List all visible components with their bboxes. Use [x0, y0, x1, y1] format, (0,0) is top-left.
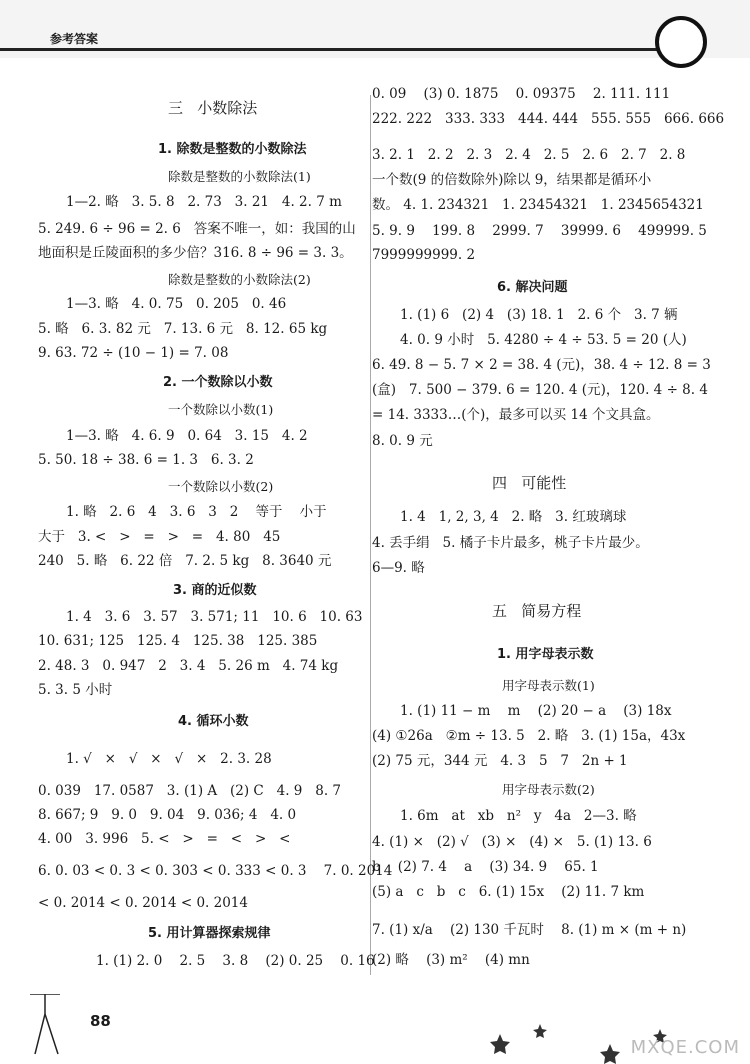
- section-heading: 四 可能性: [492, 474, 567, 492]
- answer-line: 数。 4. 1. 234321 1. 23454321 1. 2345654321: [372, 197, 704, 213]
- answer-line: 5. 50. 18 ÷ 38. 6 = 1. 3 6. 3. 2: [38, 452, 254, 468]
- answer-line: (4) ①26a ②m ÷ 13. 5 2. 略 3. (1) 15a，43x: [372, 728, 686, 744]
- answer-line: = 14. 3333…(个)，最多可以买 14 个文具盒。: [372, 407, 660, 423]
- answer-line: 0. 09 (3) 0. 1875 0. 09375 2. 111. 111: [372, 86, 671, 102]
- answer-line: 8. 0. 9 元: [372, 433, 433, 449]
- answer-line: 1. 4 1, 2, 3, 4 2. 略 3. 红玻璃球: [400, 509, 627, 525]
- answer-line: 4. 00 3. 996 5. < > = < > <: [38, 831, 291, 847]
- subsection-heading: 1. 用字母表示数: [497, 647, 594, 662]
- subsection-heading: 6. 解决问题: [497, 280, 568, 295]
- header-rule: [0, 48, 680, 51]
- answer-line: 大于 3. < > = > = 4. 80 45: [38, 529, 281, 545]
- answer-line: 1. 略 2. 6 4 3. 6 3 2 等于 小于: [66, 504, 327, 520]
- answer-line: 9. 63. 72 ÷ (10 − 1) = 7. 08: [38, 345, 229, 361]
- answer-line: 6—9. 略: [372, 560, 425, 576]
- answer-line: 7999999999. 2: [372, 247, 476, 263]
- section-heading: 五 简易方程: [492, 602, 582, 620]
- answer-line: (5) a c b c 6. (1) 15x (2) 11. 7 km: [372, 884, 645, 900]
- answer-line: (2) 75 元，344 元 4. 3 5 7 2n + 1: [372, 753, 628, 769]
- answer-line: 240 5. 略 6. 22 倍 7. 2. 5 kg 8. 3640 元: [38, 553, 332, 569]
- answer-line: 4. (1) × (2) √ (3) × (4) × 5. (1) 13. 6: [372, 834, 652, 850]
- answer-line: 5. 略 6. 3. 82 元 7. 13. 6 元 8. 12. 65 kg: [38, 321, 328, 337]
- answer-line: 2. 48. 3 0. 947 2 3. 4 5. 26 m 4. 74 kg: [38, 658, 339, 674]
- answer-line: 1—3. 略 4. 6. 9 0. 64 3. 15 4. 2: [66, 428, 308, 444]
- answer-line: 地面积是丘陵面积的多少倍？316. 8 ÷ 96 = 3. 3。: [38, 245, 353, 261]
- answer-line: 6. 0. 03 < 0. 3 < 0. 303 < 0. 333 < 0. 3 7. 0. 2014: [38, 863, 393, 879]
- answer-line: 1—3. 略 4. 0. 75 0. 205 0. 46: [66, 296, 287, 312]
- answer-line: 4. 0. 9 小时 5. 4280 ÷ 4 ÷ 53. 5 = 20 (人): [400, 332, 687, 348]
- answer-line: 6. 49. 8 − 5. 7 × 2 = 38. 4 (元)，38. 4 ÷ 12. 8 = 3: [372, 357, 711, 373]
- answer-line: 0. 039 17. 0587 3. (1) A (2) C 4. 9 8. 7: [38, 783, 342, 799]
- answer-line: (盒) 7. 500 − 379. 6 = 120. 4 (元)，120. 4 ÷ 8. 4: [372, 382, 708, 398]
- answer-line: 7. (1) x/a (2) 130 千瓦时 8. (1) m × (m + n): [372, 922, 687, 938]
- ring-ornament-icon: [655, 16, 707, 68]
- lesson-heading: 除数是整数的小数除法(2): [168, 272, 311, 287]
- answer-line: 1. (1) 2. 0 2. 5 3. 8 (2) 0. 25 0. 16: [96, 953, 375, 969]
- answer-line: 1. (1) 6 (2) 4 (3) 18. 1 2. 6 个 3. 7 辆: [400, 307, 678, 323]
- lesson-heading: 用字母表示数(1): [502, 678, 595, 693]
- answer-line: 1. 4 3. 6 3. 57 3. 571; 11 10. 6 10. 63: [66, 609, 363, 625]
- answer-line: 222. 222 333. 333 444. 444 555. 555 666. 666: [372, 111, 725, 127]
- lesson-heading: 除数是整数的小数除法(1): [168, 169, 311, 184]
- subsection-heading: 1. 除数是整数的小数除法: [158, 142, 307, 157]
- answer-line: 3. 2. 1 2. 2 2. 3 2. 4 2. 5 2. 6 2. 7 2. 8: [372, 147, 686, 163]
- answer-line: 5. 249. 6 ÷ 96 = 2. 6 答案不唯一，如：我国的山: [38, 221, 356, 237]
- lesson-heading: 一个数除以小数(1): [168, 402, 274, 417]
- subsection-heading: 5. 用计算器探索规律: [148, 926, 271, 941]
- answer-line: 1. (1) 11 − m m (2) 20 − a (3) 18x: [400, 703, 672, 719]
- page-header: [0, 0, 750, 58]
- lesson-heading: 一个数除以小数(2): [168, 479, 274, 494]
- answer-line: (2) 略 (3) m² (4) mn: [372, 952, 530, 968]
- answer-line: < 0. 2014 < 0. 2014 < 0. 2014: [38, 895, 248, 911]
- girl-illustration-icon: [30, 994, 60, 1054]
- section-heading: 三 小数除法: [168, 99, 258, 117]
- answer-line: 5. 3. 5 小时: [38, 682, 113, 698]
- subsection-heading: 2. 一个数除以小数: [163, 375, 273, 390]
- answer-line: 一个数(9 的倍数除外)除以 9，结果都是循环小: [372, 172, 652, 188]
- answer-line: b (2) 7. 4 a (3) 34. 9 65. 1: [372, 859, 599, 875]
- answer-line: 10. 631; 125 125. 4 125. 38 125. 385: [38, 633, 318, 649]
- page-number: 88: [90, 1012, 111, 1030]
- lesson-heading: 用字母表示数(2): [502, 782, 595, 797]
- header-tag: 参考答案: [50, 32, 99, 46]
- answer-line: 8. 667; 9 9. 0 9. 04 9. 036; 4 4. 0: [38, 807, 297, 823]
- subsection-heading: 4. 循环小数: [178, 714, 249, 729]
- answer-line: 5. 9. 9 199. 8 2999. 7 39999. 6 499999. 5: [372, 223, 707, 239]
- column-divider: [370, 95, 371, 975]
- answer-line: 1. √ × √ × √ × 2. 3. 28: [66, 751, 272, 767]
- watermark: MXQE.COM: [630, 1037, 740, 1058]
- answer-line: 1—2. 略 3. 5. 8 2. 73 3. 21 4. 2. 7 m: [66, 194, 342, 210]
- subsection-heading: 3. 商的近似数: [173, 583, 257, 598]
- answer-line: 1. 6m at xb n² y 4a 2—3. 略: [400, 808, 637, 824]
- answer-line: 4. 丢手绢 5. 橘子卡片最多，桃子卡片最少。: [372, 535, 649, 551]
